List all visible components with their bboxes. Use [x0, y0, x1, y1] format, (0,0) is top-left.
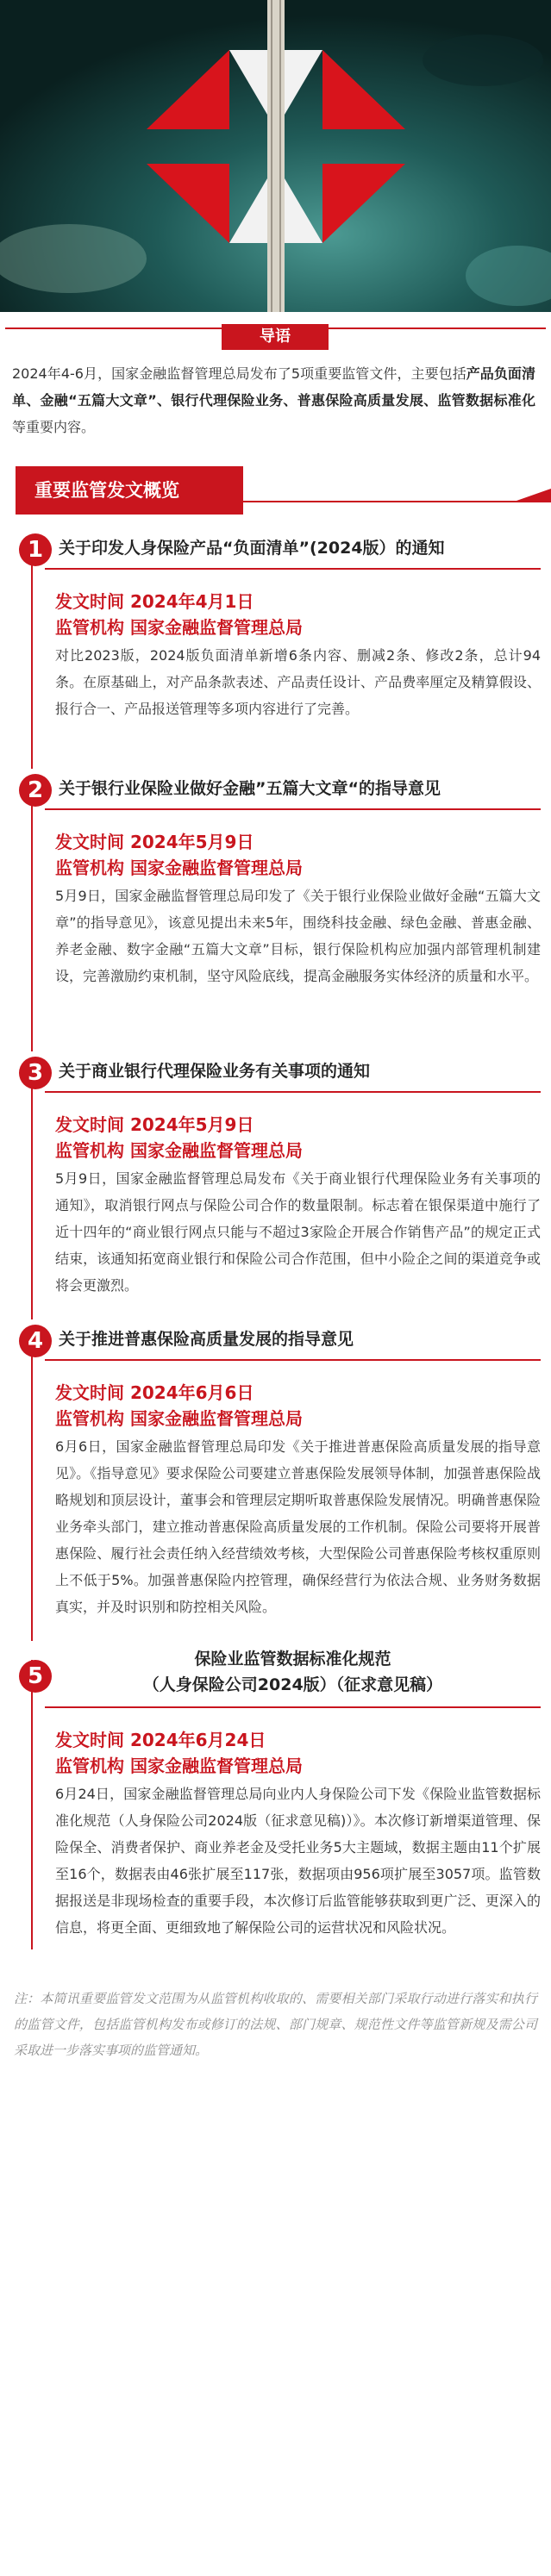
banner-rule	[243, 501, 551, 502]
item-timeline	[31, 1338, 33, 1641]
item-title[interactable]: 关于推进普惠保险高质量发展的指导意见	[45, 1319, 541, 1361]
guide-tag: 导语	[222, 324, 329, 350]
item-agency: 监管机构 国家金融监督管理总局	[55, 617, 303, 638]
item-time: 发文时间 2024年4月1日	[55, 591, 254, 612]
item-number: 2	[19, 774, 52, 807]
item-number: 1	[19, 533, 52, 566]
footnote: 注：本简讯重要监管发文范围为从监管机构收取的、需要相关部门采取行动进行落实和执行的监管文件，包括监管机构发布或修订的法规、部门规章、规范性文件等监管新规及需公司采取进一步落实事项的监管通知。	[14, 1991, 537, 2058]
intro-suffix: 等重要内容。	[12, 419, 96, 435]
item-body	[38, 1361, 541, 1641]
hero-image	[0, 0, 551, 312]
item-timeline	[31, 1070, 33, 1319]
item-title[interactable]: 关于商业银行代理保险业务有关事项的通知	[45, 1051, 541, 1093]
item-desc: 5月9日，国家金融监督管理总局发布《关于商业银行代理保险业务有关事项的通知》，取消银行网点与保险公司合作的数量限制。标志着在银保渠道中施行了近十四年的“商业银行网点只能与不超过3家险企开展合作销售产品”的规定正式结束，该通知拓宽商业银行和保险公司合作范围，但中小险企之间的渠道竞争或将会更激烈。	[55, 1170, 541, 1294]
intro-highlight: 产品负面清单、金融“五篇大文章”、银行代理保险业务、普惠保险高质量发展、监管数据标准化	[12, 365, 535, 409]
item-number: 5	[19, 1660, 52, 1693]
item-title[interactable]	[45, 1641, 541, 1708]
guide-header	[0, 322, 551, 357]
item-title[interactable]: 关于印发人身保险产品“负面清单”(2024版）的通知	[45, 528, 541, 570]
item-number: 3	[19, 1057, 52, 1089]
section-title: 重要监管发文概览	[16, 466, 243, 515]
item-title-line2: （人身保险公司2024版）（征求意见稿）	[142, 1675, 443, 1694]
item-time: 发文时间 2024年6月24日	[55, 1730, 266, 1750]
item-timeline	[31, 1660, 33, 1949]
intro-paragraph	[0, 357, 551, 440]
item-5	[0, 1641, 551, 1949]
item-timeline	[31, 547, 33, 769]
item-2	[0, 769, 551, 1051]
item-number: 4	[19, 1325, 52, 1357]
item-desc: 5月9日，国家金融监督管理总局印发了《关于银行业保险业做好金融“五篇大文章”的指导意见》，该意见提出未来5年，围绕科技金融、绿色金融、普惠金融、养老金融、数字金融“五篇大文章”目标，银行保险机构应加强内部管理机制建设，完善激励约束机制，坚守风险底线，提高金融服务实体经济的质量和水平。	[55, 888, 541, 984]
banner-triangle	[517, 489, 551, 501]
item-time: 发文时间 2024年6月6日	[55, 1382, 254, 1403]
item-agency: 监管机构 国家金融监督管理总局	[55, 1756, 303, 1776]
item-3	[0, 1051, 551, 1319]
intro-prefix: 2024年4-6月，国家金融监督管理总局发布了5项重要监管文件，主要包括	[12, 365, 466, 382]
item-title[interactable]: 关于银行业保险业做好金融”五篇大文章“的指导意见	[45, 769, 541, 810]
item-body	[38, 570, 541, 769]
item-agency: 监管机构 国家金融监督管理总局	[55, 1408, 303, 1429]
item-4	[0, 1319, 551, 1641]
item-timeline	[31, 788, 33, 1051]
item-time: 发文时间 2024年5月9日	[55, 1114, 254, 1135]
item-body	[38, 810, 541, 1051]
item-time: 发文时间 2024年5月9日	[55, 832, 254, 852]
hero-logo-graphic	[0, 0, 551, 312]
item-desc: 6月6日，国家金融监督管理总局印发《关于推进普惠保险高质量发展的指导意见》。《指导意见》要求保险公司要建立普惠保险发展领导体制，加强普惠保险战略规划和顶层设计，董事会和管理层定期听取普惠保险发展情况。明确普惠保险业务牵头部门，建立推动普惠保险高质量发展的工作机制。保险公司要将开展普惠保险、履行社会责任纳入经营绩效考核，大型保险公司普惠保险考核权重原则上不低于5%。加强普惠保险内控管理，确保经营行为依法合规、业务财务数据真实，并及时识别和防控相关风险。	[55, 1438, 541, 1615]
item-desc: 6月24日，国家金融监督管理总局向业内人身保险公司下发《保险业监管数据标准化规范（人身保险公司2024版（征求意见稿)）》。本次修订新增渠道管理、保险保全、消费者保护、商业养老金及受托业务5大主题域，数据主题由11个扩展至16个，数据表由46张扩展至117张，数据项由956项扩展至3057项。监管数据报送是非现场检查的重要手段，本次修订后监管能够获取到更广泛、更深入的信息，将更全面、更细致地了解保险公司的运营状况和风险状况。	[55, 1786, 541, 1936]
item-1	[0, 528, 551, 769]
item-body	[38, 1708, 541, 1949]
item-agency: 监管机构 国家金融监督管理总局	[55, 858, 303, 878]
section-banner	[0, 466, 551, 528]
item-body	[38, 1093, 541, 1319]
item-title-line1: 保险业监管数据标准化规范	[194, 1650, 391, 1668]
item-agency: 监管机构 国家金融监督管理总局	[55, 1140, 303, 1161]
item-desc: 对比2023版，2024版负面清单新增6条内容、删减2条、修改2条，总计94条。在原基础上，对产品条款表述、产品责任设计、产品费率厘定及精算假设、报行合一、产品报送管理等多项内容进行了完善。	[55, 647, 541, 717]
